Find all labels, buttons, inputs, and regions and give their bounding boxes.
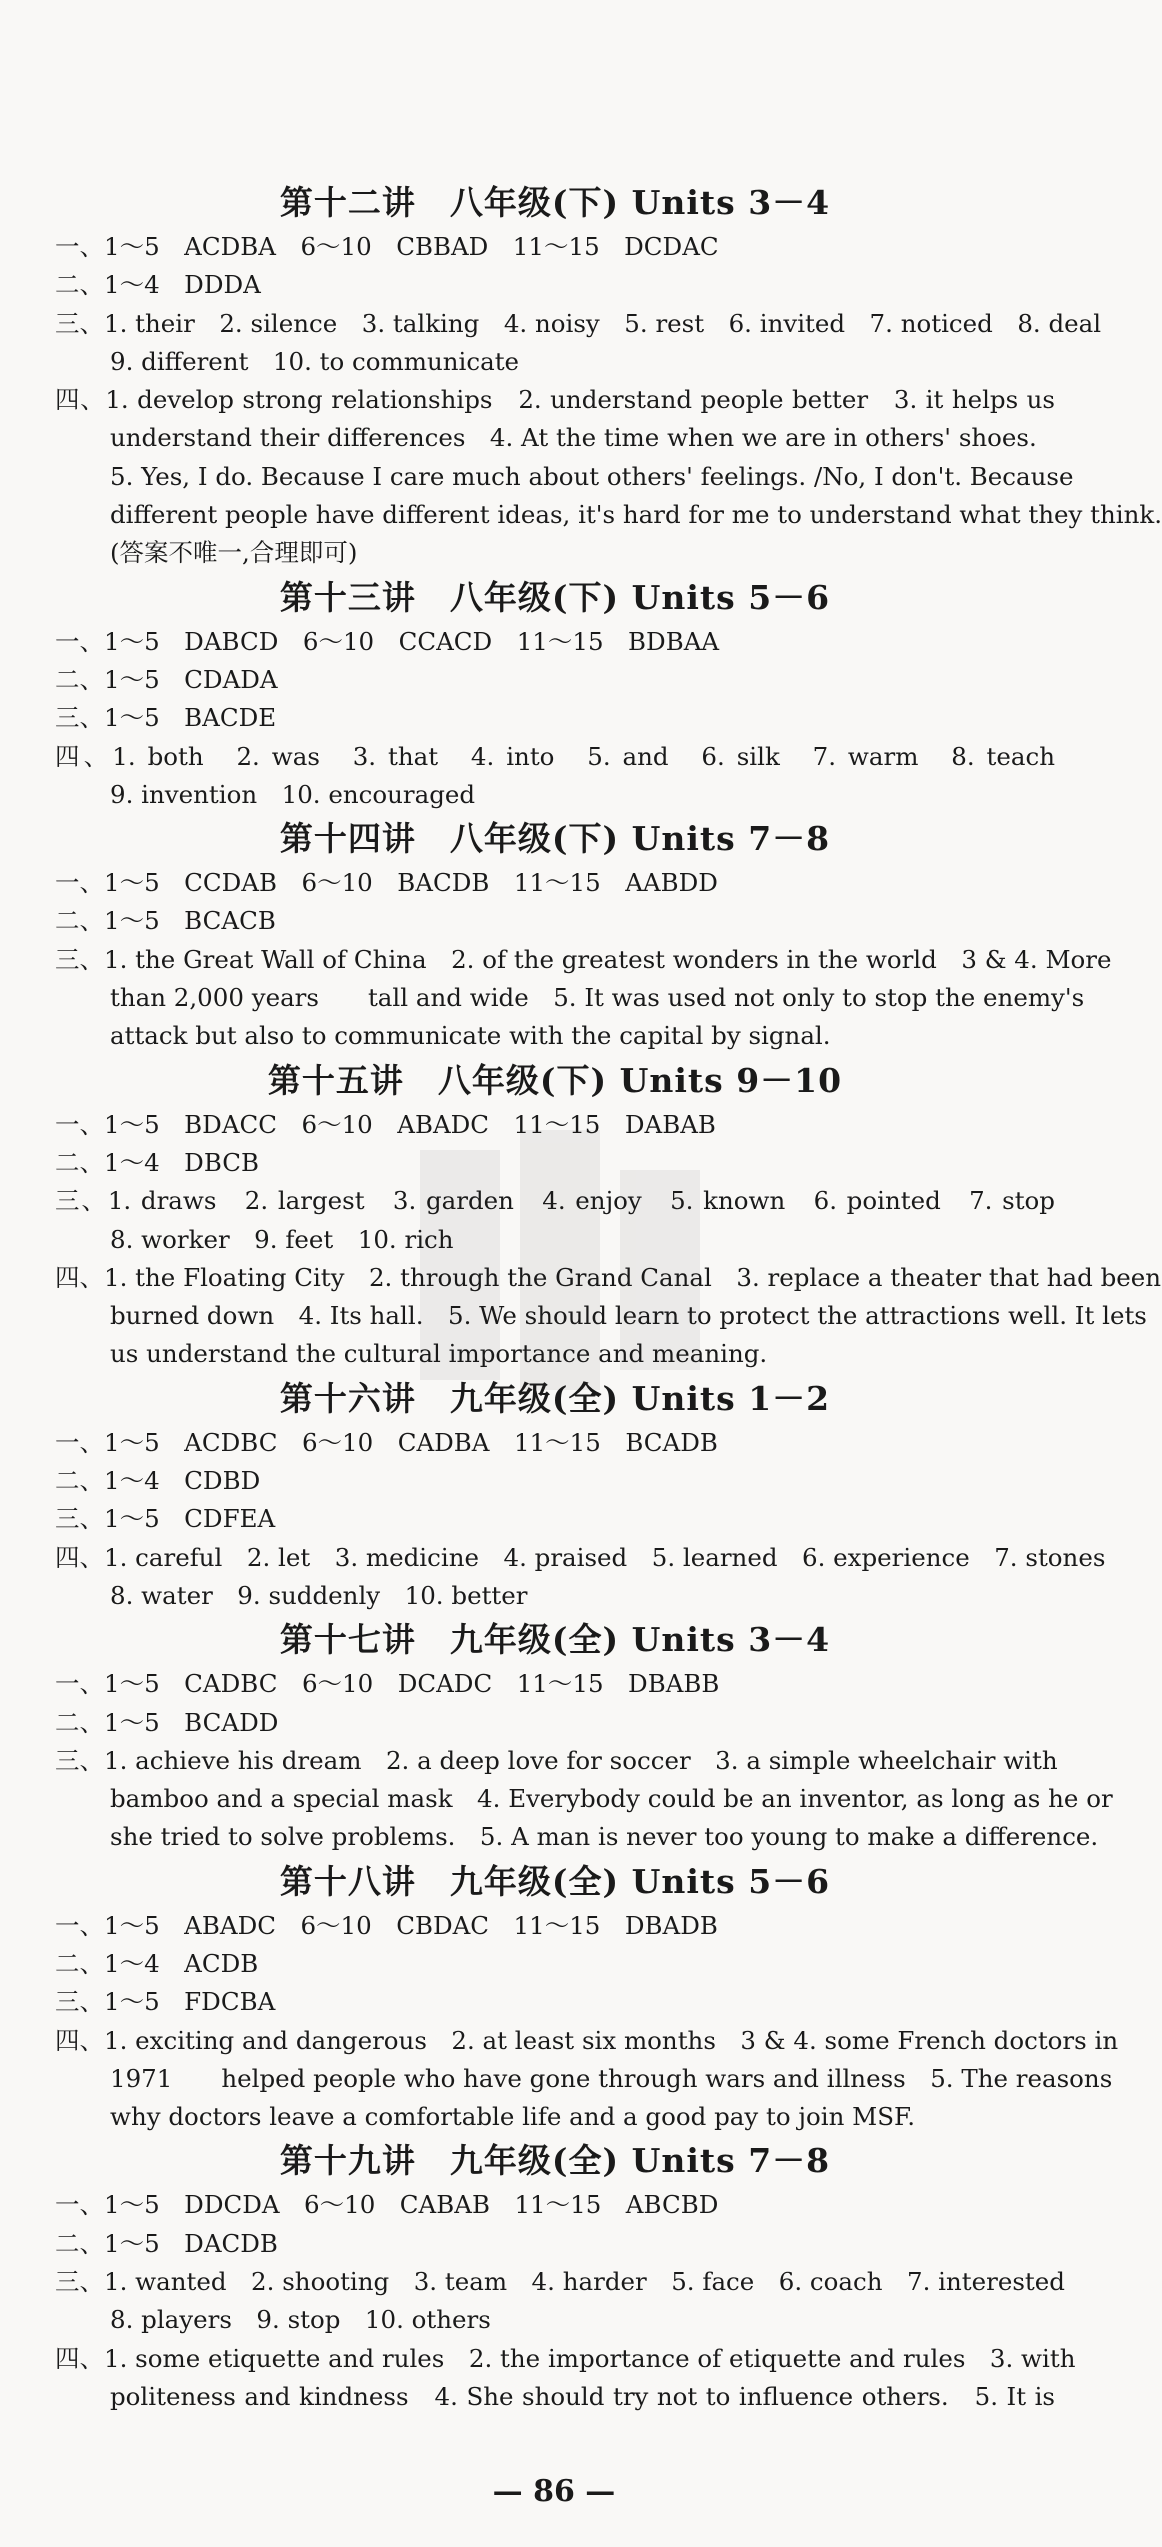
answer-line: 二、1～4 CDBD <box>55 1466 261 1496</box>
section-title: 第十八讲 九年级(全) Units 5－6 <box>279 1861 831 1901</box>
answer-line: 9. invention 10. encouraged <box>110 779 476 809</box>
answer-line: 二、1～4 DBCB <box>55 1147 260 1177</box>
page-number: — 86 — <box>492 2474 616 2509</box>
answer-line: politeness and kindness 4. She should try not to influence others. 5. It is <box>110 2381 1055 2411</box>
answer-section <box>55 1374 1106 1615</box>
section-title: 第十二讲 八年级(下) Units 3－4 <box>279 183 831 222</box>
answer-line: burned down 4. Its hall. 5. We should learn to protect the attractions well. It lets <box>110 1301 1147 1331</box>
answer-line: than 2,000 years tall and wide 5. It was used not only to stop the enemy's <box>110 983 1085 1013</box>
answer-line: 一、1～5 CADBC 6～10 DCADC 11～15 DBABB <box>55 1669 720 1699</box>
answer-line: different people have different ideas, it's hard for me to understand what they think. <box>110 500 1162 530</box>
answer-section <box>55 814 1112 1055</box>
section-title: 第十五讲 八年级(下) Units 9－10 <box>267 1060 843 1100</box>
answer-line: 四、1. the Floating City 2. through the Grand Canal 3. replace a theater that had been <box>55 1262 1162 1292</box>
answer-line: why doctors leave a comfortable life and a good pay to join MSF. <box>110 2102 915 2132</box>
answer-line: 5. Yes, I do. Because I care much about others' feelings. /No, I don't. Because <box>110 461 1074 491</box>
answer-line: 一、1～5 BDACC 6～10 ABADC 11～15 DABAB <box>55 1109 716 1139</box>
answer-line: bamboo and a special mask 4. Everybody could be an inventor, as long as he or <box>110 1784 1113 1814</box>
answer-line: 一、1～5 ACDBA 6～10 CBBAD 11～15 DCDAC <box>55 232 719 261</box>
answer-section <box>55 1857 1119 2137</box>
answer-line: 四、1. some etiquette and rules 2. the importance of etiquette and rules 3. with <box>55 2343 1076 2373</box>
answer-line: 三、1～5 BACDE <box>55 703 277 733</box>
answer-line: 三、1. the Great Wall of China 2. of the greatest wonders in the world 3 & 4. More <box>55 944 1112 974</box>
answer-line: 一、1～5 CCDAB 6～10 BACDB 11～15 AABDD <box>55 868 718 898</box>
answer-line: 四、1. careful 2. let 3. medicine 4. praised 5. learned 6. experience 7. stones <box>55 1542 1106 1572</box>
answer-line: 8. players 9. stop 10. others <box>110 2305 491 2335</box>
answer-line: (答案不唯一,合理即可) <box>110 538 358 568</box>
section-title: 第十三讲 八年级(下) Units 5－6 <box>279 577 831 617</box>
section-title: 第十七讲 九年级(全) Units 3－4 <box>279 1620 831 1660</box>
answer-line: 8. worker 9. feet 10. rich <box>110 1224 454 1254</box>
answer-section <box>55 1615 1113 1856</box>
answer-line: 二、1～5 BCADD <box>55 1707 279 1737</box>
answer-line: 三、1. achieve his dream 2. a deep love for soccer 3. a simple wheelchair with <box>55 1745 1058 1775</box>
answer-section <box>55 573 1055 814</box>
answer-line: attack but also to communicate with the capital by signal. <box>110 1021 831 1051</box>
section-title: 第十六讲 九年级(全) Units 1－2 <box>279 1378 831 1418</box>
answer-section <box>55 1056 1162 1374</box>
answer-line: 四、1. develop strong relationships 2. understand people better 3. it helps us <box>55 385 1055 415</box>
answer-line: 二、1～5 BCACB <box>55 906 276 936</box>
answer-line: 9. different 10. to communicate <box>110 346 520 376</box>
answer-line: 一、1～5 DABCD 6～10 CCACD 11～15 BDBAA <box>55 626 720 656</box>
answer-line: 一、1～5 ABADC 6～10 CBDAC 11～15 DBADB <box>55 1910 718 1940</box>
answer-line: 三、1. wanted 2. shooting 3. team 4. harder 5. face 6. coach 7. interested <box>55 2267 1065 2297</box>
answer-line: 一、1～5 ACDBC 6～10 CADBA 11～15 BCADB <box>55 1427 718 1457</box>
section-title: 第十四讲 八年级(下) Units 7－8 <box>279 819 831 859</box>
answer-line: 三、1. draws 2. largest 3. garden 4. enjoy 5. known 6. pointed 7. stop <box>55 1186 1055 1216</box>
answer-content <box>55 178 1162 2416</box>
answer-line: 一、1～5 DDCDA 6～10 CABAB 11～15 ABCBD <box>55 2190 719 2220</box>
answer-line: understand their differences 4. At the time when we are in others' shoes. <box>110 423 1037 453</box>
answer-section <box>55 178 1162 573</box>
answer-line: 二、1～4 DDDA <box>55 270 261 300</box>
answer-line: 三、1. their 2. silence 3. talking 4. noisy 5. rest 6. invited 7. noticed 8. deal <box>55 308 1102 338</box>
answer-line: 三、1～5 CDFEA <box>55 1504 276 1534</box>
answer-line: 8. water 9. suddenly 10. better <box>110 1580 528 1610</box>
answer-line: 四、1. both 2. was 3. that 4. into 5. and 6. silk 7. warm 8. teach <box>55 741 1055 771</box>
answer-line: 二、1～5 CDADA <box>55 664 278 694</box>
answer-line: 三、1～5 FDCBA <box>55 1987 276 2017</box>
section-title: 第十九讲 九年级(全) Units 7－8 <box>279 2141 831 2181</box>
answer-section <box>55 2136 1076 2416</box>
answer-line: she tried to solve problems. 5. A man is never too young to make a difference. <box>110 1822 1099 1852</box>
answer-line: 二、1～4 ACDB <box>55 1948 259 1978</box>
answer-line: 1971 helped people who have gone through wars and illness 5. The reasons <box>110 2063 1113 2093</box>
answer-line: 四、1. exciting and dangerous 2. at least six months 3 & 4. some French doctors in <box>55 2025 1119 2055</box>
answer-line: us understand the cultural importance and meaning. <box>110 1339 768 1369</box>
answer-line: 二、1～5 DACDB <box>55 2228 278 2258</box>
